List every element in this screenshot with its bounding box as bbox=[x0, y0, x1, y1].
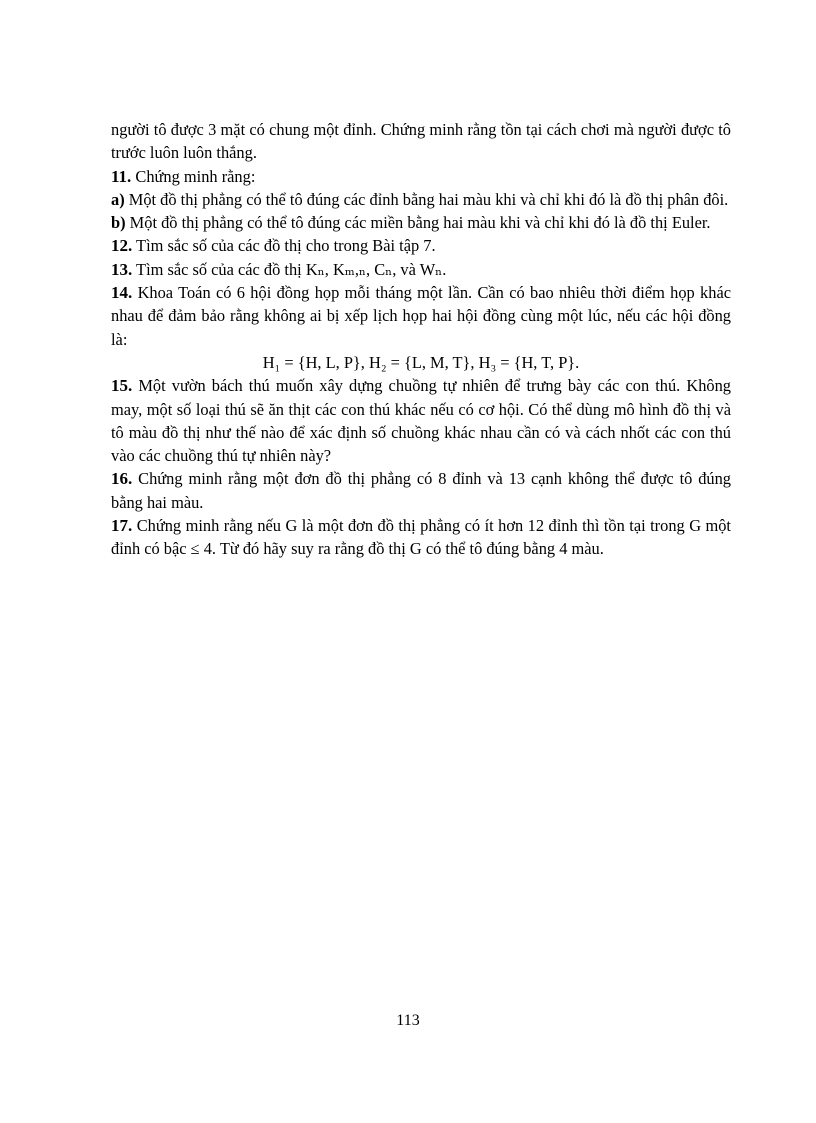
committee-formula bbox=[111, 351, 731, 374]
exercise-17 bbox=[111, 514, 731, 561]
exercise-number: 13. bbox=[111, 259, 133, 279]
exercise-13 bbox=[111, 258, 731, 281]
exercise-number: 11. bbox=[111, 166, 132, 186]
exercise-number: 15. bbox=[111, 376, 133, 396]
paragraph-continuation bbox=[111, 118, 731, 165]
exercise-text: Chứng minh rằng: bbox=[131, 166, 256, 186]
exercise-text: Tìm sắc số của các đồ thị cho trong Bài tập 7. bbox=[132, 236, 436, 256]
exercise-number: 14. bbox=[111, 283, 133, 303]
paragraph-text: người tô được 3 mặt có chung một đỉnh. Chứng minh rằng tồn tại cách chơi mà người được tô trước luôn luôn thắng. bbox=[111, 120, 731, 163]
exercise-15 bbox=[111, 374, 731, 467]
exercise-text: Chứng minh rằng nếu G là một đơn đồ thị phẳng có ít hơn 12 đỉnh thì tồn tại trong G một đỉnh có bậc ≤ 4. Từ đó hãy suy ra rằng đồ thị G có thể tô đúng bằng 4 màu. bbox=[111, 516, 731, 559]
page-body bbox=[111, 118, 731, 561]
formula-text: H₁ = {H, L, P}, H₂ = {L, M, T}, H₃ = {H, T, P}. bbox=[262, 352, 580, 372]
page-number: 113 bbox=[396, 1012, 420, 1029]
exercise-number: 12. bbox=[111, 236, 133, 256]
exercise-number: 16. bbox=[111, 469, 133, 489]
part-label: b) bbox=[111, 213, 126, 233]
exercise-11-part-a bbox=[111, 188, 731, 211]
exercise-16 bbox=[111, 467, 731, 514]
part-text: Một đồ thị phẳng có thể tô đúng các đỉnh bằng hai màu khi và chỉ khi đó là đồ thị phân đôi. bbox=[124, 189, 729, 209]
exercise-number: 17. bbox=[111, 516, 133, 536]
exercise-text: Chứng minh rằng một đơn đồ thị phẳng có 8 đỉnh và 13 cạnh không thể được tô đúng bằng hai màu. bbox=[111, 469, 731, 512]
exercise-11 bbox=[111, 165, 731, 188]
exercise-12 bbox=[111, 234, 731, 257]
exercise-text: Một vườn bách thú muốn xây dựng chuồng tự nhiên để trưng bày các con thú. Không may, một số loại thú sẽ ăn thịt các con thú khác nếu có cơ hội. Có thể dùng mô hình đồ thị và tô màu đồ thị như thế nào để xác định số chuồng khác nhau cần có và cách nhốt các con thú vào các chuồng thú tự nhiên này? bbox=[111, 376, 731, 466]
exercise-text: Tìm sắc số của các đồ thị Kₙ, Kₘ,ₙ, Cₙ, và Wₙ. bbox=[132, 259, 447, 279]
part-text: Một đồ thị phẳng có thể tô đúng các miền bằng hai màu khi và chỉ khi đó là đồ thị Euler. bbox=[125, 213, 711, 233]
part-label: a) bbox=[111, 189, 125, 209]
exercise-11-part-b bbox=[111, 211, 731, 234]
exercise-14 bbox=[111, 281, 731, 351]
exercise-text: Khoa Toán có 6 hội đồng họp mỗi tháng một lần. Cần có bao nhiêu thời điểm họp khác nhau để đảm bảo rằng không ai bị xếp lịch họp hai hội đồng cùng một lúc, nếu các hội đồng là: bbox=[111, 283, 731, 349]
